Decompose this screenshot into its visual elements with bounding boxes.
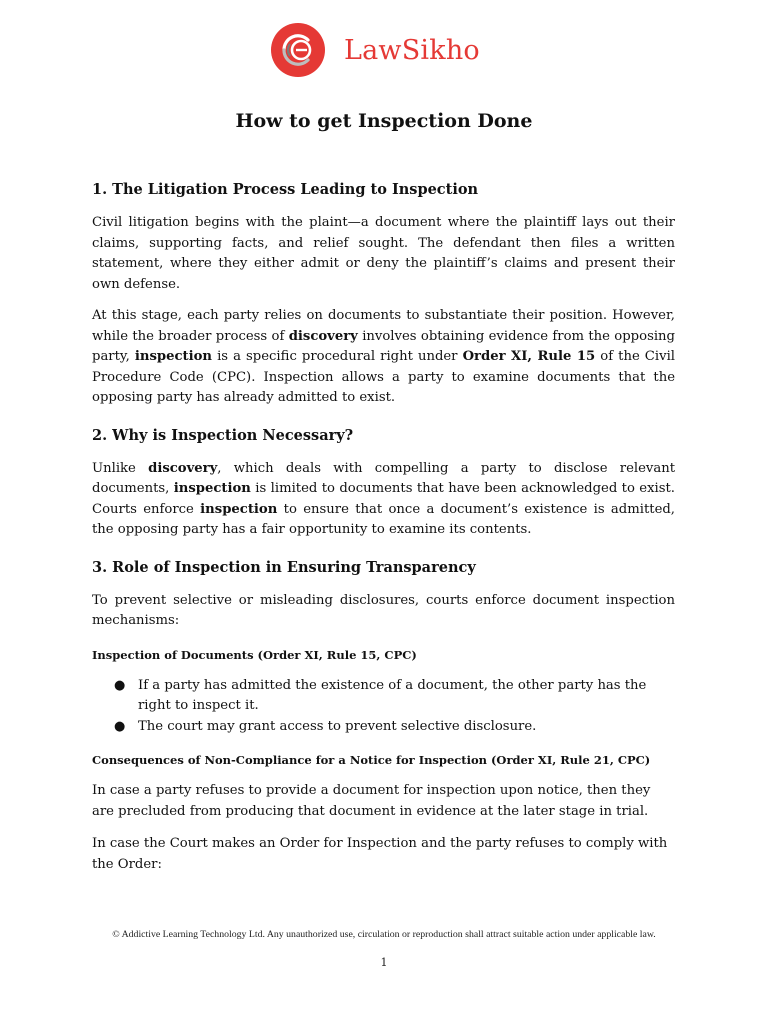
bullet-list	[92, 676, 675, 738]
page-number: 1	[380, 956, 388, 969]
text-run: is a specific procedural right under	[212, 349, 463, 364]
copyright-notice: © Addictive Learning Technology Ltd. Any unauthorized use, circulation or reproduction shall attract suitable action under applicable law.	[112, 929, 656, 940]
text-run: of the Civil Procedure Code (CPC). Inspection allows a party to examine documents that the opposing party has already admitted to exist.	[92, 349, 676, 405]
text-run: At this stage, each party relies on documents to substantiate their position. However, while the broader process of	[92, 308, 675, 344]
bold-term: inspection	[134, 349, 213, 364]
brand-logo	[270, 22, 480, 78]
list-item-text: The court may grant access to prevent selective disclosure.	[138, 718, 537, 734]
text-run: to ensure that once a document’s existence is admitted, the opposing party has a fair opportunity to examine its contents.	[92, 501, 676, 537]
section-3-heading: 3. Role of Inspection in Ensuring Transparency	[92, 558, 476, 576]
text-run: , which deals with compelling a party to disclose relevant documents,	[92, 460, 676, 496]
list-item-text: If a party has admitted the existence of a document, the other party has the right to inspect it.	[138, 677, 647, 713]
subheading-consequences: Consequences of Non-Compliance for a Notice for Inspection (Order XI, Rule 21, CPC)	[92, 753, 651, 767]
bullet-icon: ●	[114, 677, 126, 693]
lawsikho-logo-icon	[270, 22, 326, 78]
section-2-heading: 2. Why is Inspection Necessary?	[92, 426, 354, 444]
subheading-inspection-of-documents: Inspection of Documents (Order XI, Rule 15, CPC)	[92, 647, 417, 662]
section-3-paragraph-1: To prevent selective or misleading disclosures, courts enforce document inspection mechanisms:	[92, 592, 675, 628]
text-run: involves obtaining evidence from the opposing party,	[92, 328, 675, 364]
section-1-heading: 1. The Litigation Process Leading to Inspection	[92, 181, 479, 198]
bold-term: discovery	[288, 328, 358, 344]
section-1-paragraph-1: Civil litigation begins with the plaint—a document where the plaintiff lays out their claims, supporting facts, and relief sought. The defendant then files a written statement, where they either admit or deny the plaintiff’s claims and present their own defense.	[92, 215, 675, 292]
bullet-icon: ●	[114, 718, 126, 734]
section-3-paragraph-3: In case the Court makes an Order for Inspection and the party refuses to comply with the Order:	[92, 836, 668, 872]
text-run: Unlike	[92, 460, 149, 476]
bold-term: Order XI, Rule 15	[462, 349, 596, 364]
section-2-paragraph-1	[92, 459, 675, 541]
bold-term: inspection	[173, 481, 251, 496]
list-item	[92, 676, 675, 717]
bold-term: discovery	[148, 460, 218, 476]
document-body	[92, 180, 675, 886]
list-item	[92, 717, 675, 738]
text-run: is limited to documents that have been acknowledged to exist. Courts enforce	[92, 481, 676, 517]
section-1-paragraph-2	[92, 306, 675, 409]
brand-name: LawSikho	[344, 34, 480, 66]
section-3-paragraph-2: In case a party refuses to provide a document for inspection upon notice, then they are precluded from producing that document in evidence at the later stage in trial.	[92, 783, 651, 819]
document-title: How to get Inspection Done	[235, 110, 533, 132]
bold-term: inspection	[200, 501, 278, 517]
